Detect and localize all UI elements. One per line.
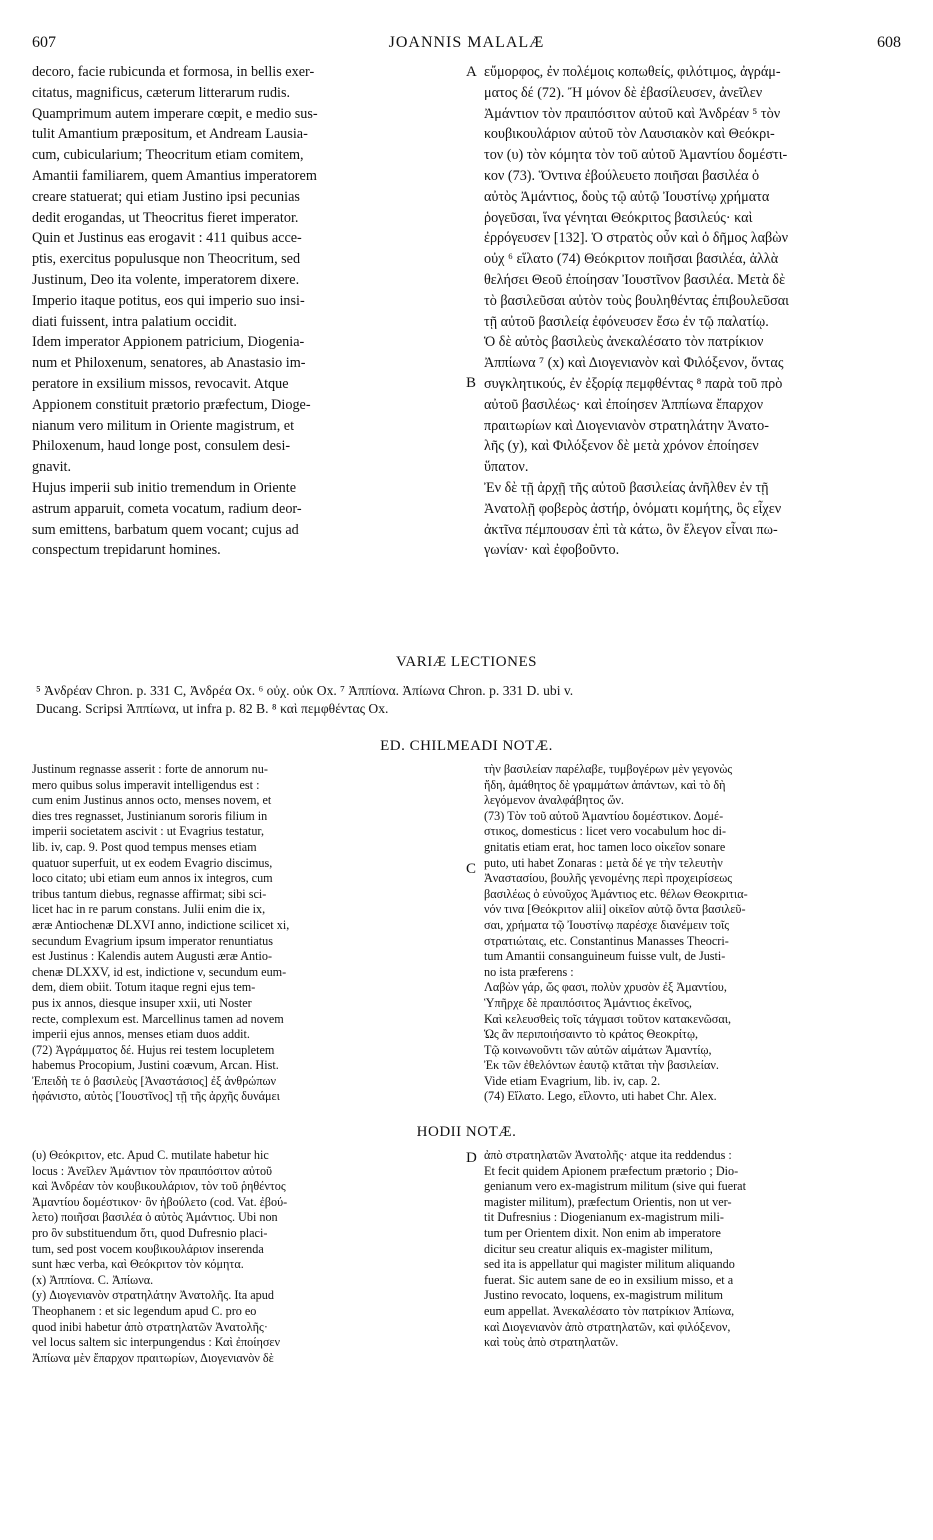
chilmead-note-left-line: dem, diem obiit. Totum itaque regni ejus tem- [32, 980, 256, 995]
greek-text-line: κουβικουλάριον αὐτοῦ τὸν Λαυσιακὸν καὶ Θεόκρι- [484, 126, 775, 143]
latin-text-line: Hujus imperii sub initio tremendum in Oriente [32, 479, 297, 496]
chilmead-note-right-line: no ista præferens : [484, 964, 574, 979]
chilmead-note-right-line: ἤδη, ἀμάθητος δὲ γραμμάτων ἁπάντων, καὶ τὸ δὴ [484, 777, 726, 792]
chilmead-note-right-line: στικος, domesticus : licet vero vocabulum hoc di- [484, 824, 727, 839]
latin-text-line: decoro, facie rubicunda et formosa, in bellis exer- [32, 64, 315, 80]
latin-text-line: creare statuerat; qui etiam Justino ipsi pecunias [32, 188, 300, 205]
chilmead-note-right-line: (74) Εἵλατο. Lego, εἵλοντο, uti habet Chr. Alex. [484, 1089, 717, 1104]
latin-text-line: ptis, exercitus populusque non Theocritum, sed [32, 251, 301, 268]
hodii-note-right-line: καὶ τοὺς ἀπὸ στρατηλατῶν. [484, 1335, 619, 1350]
hodii-note-left-line: (υ) Θεόκριτον, etc. Apud C. mutilate habetur hic [32, 1148, 269, 1162]
chilmead-note-right-line: Καὶ κελευσθεὶς τοῖς τάγμασι τοῦτον κατακενῶσαι, [484, 1011, 732, 1026]
chilmead-note-left-line: tribus tantum diebus, regnasse affirmat; sibi sci- [32, 886, 267, 901]
chilmead-note-right-line: λεγόμενον ἀναλφάβητος ὤν. [484, 793, 624, 808]
latin-text-line: Idem imperator Appionem patricium, Diogenia- [32, 334, 305, 351]
greek-text-line: ἀκτῖνα πέμπουσαν ἐπὶ τὰ κάτω, ὃν ἔλεγον εἶναι πω- [484, 521, 778, 538]
greek-text-line: αὐτοῦ βασιλέως· καὶ ἐποίησεν Ἀππίωνα ἔπαρχον [484, 396, 764, 413]
latin-text-line: Quamprimum autem imperare cœpit, e medio sus- [32, 105, 318, 122]
greek-text-line: ματος δέ (72). Ἤ μόνον δὲ ἐβασίλευσεν, ἀνεῖλεν [484, 84, 763, 101]
hodii-note-right-line: sed ita is appellatur qui magister militum aliquando [484, 1257, 735, 1272]
margin-mark-d: D [466, 1150, 477, 1166]
hodii-note-left-line: pro ὃν substituendum ὅτι, quod Dufresnio placi- [32, 1225, 268, 1240]
greek-text-line: τὸ βασιλεῦσαι αὐτὸν τοὺς βουληθέντας ἐπιβουλεῦσαι [484, 292, 789, 309]
greek-text-line: ῥογεῦσαι, ἵνα γένηται Θεόκριτος βασιλεύς· καὶ [484, 209, 753, 226]
greek-text-line: Ἀππίωνα ⁷ (x) καὶ Διογενιανὸν καὶ Φιλόξενον, ὄντας [484, 355, 784, 372]
hodii-note-left-line: καὶ Ἀνδρέαν τὸν κουβικουλάριον, τὸν τοῦ ῥηθέντος [32, 1179, 286, 1194]
greek-text-line: λῆς (y), καὶ Φιλόξενον δὲ μετὰ χρόνον ἐποίησεν [484, 438, 759, 455]
variae-lectiones-heading: VARIÆ LECTIONES [396, 654, 537, 670]
greek-text-line: ὕπατον. [484, 459, 529, 476]
variae-lectiones-text [36, 682, 916, 718]
latin-text-column [32, 62, 462, 561]
chilmead-note-left-line: quatuor superfuit, ut ex eodem Evagrio discimus, [32, 855, 273, 870]
hodii-note-left-line: λετο) ποιῆσαι βασιλέα ὁ αὐτὸς Ἀμάντιος. Ubi non [32, 1210, 278, 1225]
chilmead-note-left-line: æræ Antiochenæ DLXVI anno, indictione scilicet xi, [32, 917, 290, 932]
chilmead-note-right-line: Ὑπῆρχε δὲ πραιπόσιτος Ἀμάντιος ἐκεῖνος, [484, 995, 692, 1010]
chilmead-notes-right-column [484, 762, 902, 1105]
hodii-note-left-line: tum, sed post vocem κουβικουλάριον inserenda [32, 1241, 264, 1256]
chilmead-notes-left-column [32, 762, 462, 1105]
running-title: JOANNIS MALALÆ [388, 34, 545, 51]
chilmead-note-right-line: Vide etiam Evagrium, lib. iv, cap. 2. [484, 1073, 661, 1088]
greek-text-line: γωνίαν· καὶ ἐφοβοῦντο. [484, 542, 620, 559]
chilmead-note-left-line: ἠφάνιστο, αὐτὸς [Ἰουστῖνος] τῇ τῆς ἀρχῆς δυνάμει [32, 1089, 280, 1104]
latin-text-line: dedit erogandas, ut Theocritus fieret imperator. [32, 209, 299, 226]
hodii-note-right-line: Justino revocato, loquens, ex-magistrum militum [484, 1288, 723, 1303]
chilmead-note-right-line: Ἀναστασίου, βουλῆς γενομένης περὶ προχειρίσεως [484, 871, 733, 886]
latin-text-line: Imperio itaque potitus, eos qui imperio suo insi- [32, 292, 305, 309]
chilmead-note-left-line: imperii ejus annos, menses etiam duos addit. [32, 1027, 250, 1042]
chilmead-note-right-line: σαι, χρήματα τῷ Ἰουστίνῳ παρέσχε διανέμειν τοῖς [484, 917, 730, 932]
chilmead-note-left-line: pus ix annos, diesque insuper xxii, uti Noster [32, 995, 252, 1010]
hodii-note-left-line: locus : Ἀνεῖλεν Ἀμάντιον τὸν πραιπόσιτον αὐτοῦ [32, 1163, 273, 1178]
greek-text-line: Ἐν δὲ τῇ ἀρχῇ τῆς αὐτοῦ βασιλείας ἀνῆλθεν ἐν τῇ [484, 479, 769, 496]
margin-mark-c: C [466, 861, 477, 877]
chilmead-note-left-line: est Justinus : Kalendis autem Augusti æræ Antio- [32, 949, 273, 964]
greek-text-line: Ἀνατολῇ φοβερὸς ἀστήρ, ὀνόματι κομήτης, ὃς εἶχεν [484, 500, 782, 517]
chilmead-note-right-line: Τῷ κοινωνοῦντι τῶν αὐτῶν αἱμάτων Ἀμαντίῳ, [484, 1042, 712, 1057]
latin-text-line: tulit Amantium præpositum, et Andream Lausia- [32, 126, 308, 143]
latin-text-line: nianum vero militum in Oriente magistrum, et [32, 417, 295, 434]
chilmead-note-right-line: Λαβὼν γάρ, ὥς φασι, πολὺν χρυσὸν ἐξ Ἀμαντίου, [484, 980, 727, 995]
left-page-number: 607 [32, 34, 56, 51]
chilmead-note-left-line: licet hac in re parum constans. Julii enim die ix, [32, 902, 266, 917]
chilmead-notes-heading: ED. CHILMEADI NOTÆ. [380, 738, 553, 754]
hodii-note-left-line: Ἀμαντίου δομέστικον· ὃν ἠβούλετο (cod. Vat. ἐβού- [32, 1194, 288, 1209]
hodii-note-right-line: tit Dufresnius : Diogenianum ex-magistrum mili- [484, 1210, 724, 1225]
hodii-note-right-line: dicitur seu creatur aliquis ex-magister militum, [484, 1241, 713, 1256]
latin-text-line: Appionem constituit prætorio præfectum, Dioge- [32, 396, 311, 413]
latin-text-line: sum emittens, barbatum quem vocant; cujus ad [32, 521, 299, 538]
latin-text-line: diati fuissent, intra palatium occidit. [32, 313, 237, 330]
greek-text-line: πραιτωρίων καὶ Διογενιανὸν στρατηλάτην Ἀνατο- [484, 417, 769, 434]
hodii-note-right-line: tum per Orientem dixit. Non enim ab imperatore [484, 1225, 721, 1240]
chilmead-note-left-line: mero quibus solus imperavit intelligendus est : [32, 777, 260, 792]
chilmead-note-left-line: imperii societatem ascivit : ut Evagrius testatur, [32, 824, 265, 839]
chilmead-note-left-line: cum enim Justinus annos octo, menses novem, et [32, 793, 272, 808]
hodii-note-left-line: Theophanem : et sic legendum apud C. pro eo [32, 1303, 257, 1318]
hodii-note-right-line: καὶ Διογενιανὸν ἀπὸ στρατηλατῶν, καὶ φιλόξενον, [484, 1319, 731, 1334]
chilmead-note-left-line: chenæ DLXXV, id est, indictione v, secundum eum- [32, 964, 287, 979]
hodii-notes-heading: HODII NOTÆ. [416, 1124, 517, 1140]
hodii-note-right-line: ἀπὸ στρατηλατῶν Ἀνατολῆς· atque ita reddendus : [484, 1148, 732, 1162]
chilmead-note-right-line: tum Amantii consanguineum fuisse vult, de Justi- [484, 949, 726, 964]
chilmead-note-right-line: τὴν βασιλείαν παρέλαβε, τυμβογέρων μὲν γεγονὼς [484, 762, 733, 776]
latin-text-line: gnavit. [32, 459, 72, 476]
hodii-note-right-line: fuerat. Sic autem sane de eo in exsilium misso, et a [484, 1272, 734, 1287]
greek-text-line: τον (υ) τὸν κόμητα τὸν τοῦ αὐτοῦ Ἀμαντίου δομέστι- [484, 147, 788, 164]
chilmead-note-right-line: στρατιώταις, etc. Constantinus Manasses Theocri- [484, 933, 729, 948]
margin-mark-a: A [466, 64, 477, 80]
hodii-note-left-line: vel locus saltem sic interpungendus : Καὶ ἐποίησεν [32, 1335, 281, 1350]
variae-lectiones-line: Ducang. Scripsi Ἀππίωνα, ut infra p. 82 B. ⁸ καὶ πεμφθέντας Ox. [36, 701, 389, 716]
hodii-note-right-line: Et fecit quidem Apionem præfectum prætorio ; Dio- [484, 1163, 739, 1178]
hodii-note-right-line: magister militum), præfectum Orientis, non ut ver- [484, 1194, 732, 1209]
greek-text-line: τῇ αὐτοῦ βασιλείᾳ ἐφόνευσεν ἔσω ἐν τῷ παλατίῳ. [484, 313, 769, 330]
latin-text-line: Justinum, Deo ita volente, imperatorem dixere. [32, 271, 300, 288]
variae-lectiones-line: ⁵ Ἀνδρέαν Chron. p. 331 C, Ἀνδρέα Ox. ⁶ οὐχ. οὐκ Ox. ⁷ Ἀππίονα. Ἀπίωνα Chron. p. 331 D. ubi v. [36, 683, 574, 698]
right-page-number: 608 [877, 34, 901, 51]
running-head [32, 34, 901, 54]
latin-text-line: conspectum trepidarunt homines. [32, 542, 221, 559]
chilmead-note-left-line: Ἐπειδὴ τε ὁ βασιλεὺς [Ἀναστάσιος] ἐξ ἀνθρώπων [32, 1073, 277, 1088]
greek-text-line: συγκλητικούς, ἐν ἐξορίᾳ πεμφθέντας ⁸ παρὰ τοῦ πρὸ [484, 375, 783, 392]
chilmead-note-left-line: recte, complexum est. Marcellinus tamen ad novem [32, 1011, 284, 1026]
chilmead-note-left-line: habemus Procopium, Justini coævum, Arcan. Hist. [32, 1058, 279, 1073]
greek-text-line: αὐτὸς Ἀμάντιος, δοὺς τῷ αὐτῷ Ἰουστίνῳ χρήματα [484, 188, 770, 205]
hodii-note-right-line: eum appellat. Ἀνεκαλέσατο τὸν πατρίκιον Ἀπίωνα, [484, 1303, 735, 1318]
greek-text-column [484, 62, 902, 561]
latin-text-line: Amantii familiarem, quem Amantius imperatorem [32, 167, 317, 184]
chilmead-note-right-line: gnitatis etiam erat, hoc tamen loco οἰκεῖον sonare [484, 839, 726, 854]
greek-text-line: Ἀμάντιον τὸν πραιπόσιτον αὐτοῦ καὶ Ἀνδρέαν ⁵ τὸν [484, 105, 781, 122]
chilmead-note-right-line: Ὡς ἂν περιποιήσαιντο τὸ κράτος Θεοκρίτῳ, [484, 1027, 699, 1042]
hodii-note-left-line: Ἀπίωνα μὲν ἔπαρχον πραιτωρίων, Διογενιανὸν δὲ [32, 1350, 274, 1365]
latin-text-line: citatus, magnificus, cæterum litterarum rudis. [32, 84, 291, 101]
chilmead-note-right-line: βασιλέως ὁ εὐνοῦχος Ἀμάντιος etc. θέλων Θεοκριτια- [484, 886, 748, 901]
latin-text-line: Quin et Justinus eas erogavit : 411 quibus acce- [32, 230, 302, 247]
hodii-notes-right-column [484, 1148, 902, 1351]
greek-text-line: οὐχ ⁶ εἵλατο (74) Θεόκριτον ποιῆσαι βασιλέα, ἀλλὰ [484, 251, 779, 268]
latin-text-line: astrum apparuit, cometa vocatum, radium deor- [32, 500, 302, 517]
margin-mark-b: B [466, 375, 477, 391]
hodii-note-left-line: sunt hæc verba, καὶ Θεόκριτον τὸν κόμητα. [32, 1257, 244, 1272]
greek-text-line: θελήσει Θεοῦ ἐποίησαν Ἰουστῖνον βασιλέα. Μετὰ δὲ [484, 271, 786, 288]
chilmead-note-left-line: lib. iv, cap. 9. Post quod tempus menses etiam [32, 839, 257, 854]
chilmead-note-left-line: dies tres regnasset, Justinianum sororis filium in [32, 808, 268, 823]
hodii-note-right-line: genianum vero ex-magistrum militum (sive qui fuerat [484, 1179, 746, 1194]
greek-text-line: ἐρρόγευσεν [132]. Ὁ στρατὸς οὖν καὶ ὁ δῆμος λαβὼν [484, 230, 788, 247]
greek-text-line: κον (73). Ὅντινα ἐβούλευετο ποιῆσαι βασιλέα ὁ [484, 167, 760, 184]
chilmead-note-right-line: (73) Τὸν τοῦ αὐτοῦ Ἀμαντίου δομέστικον. Δομέ- [484, 808, 724, 823]
latin-text-line: num et Philoxenum, senatores, ab Anastasio im- [32, 355, 306, 372]
chilmead-note-right-line: puto, uti habet Zonaras : μετὰ δέ γε τὴν τελευτὴν [484, 855, 723, 870]
chilmead-note-right-line: Ἐκ τῶν ἐθελόντων ἑαυτῷ κτᾶται τὴν βασιλείαν. [484, 1058, 719, 1073]
hodii-note-left-line: quod inibi habetur ἀπὸ στρατηλατῶν Ἀνατολῆς· [32, 1319, 268, 1334]
hodii-note-left-line: (x) Ἀππίονα. C. Ἀπίωνα. [32, 1272, 154, 1287]
chilmead-note-left-line: (72) Ἀγράμματος δέ. Hujus rei testem locupletem [32, 1042, 275, 1057]
chilmead-note-left-line: loco citato; ubi etiam eum annos ix integros, cum [32, 871, 273, 886]
chilmead-note-left-line: Justinum regnasse asserit : forte de annorum nu- [32, 762, 268, 776]
latin-text-line: Philoxenum, haud longe post, consulem desi- [32, 438, 291, 455]
hodii-note-left-line: (y) Διογενιανὸν στρατηλάτην Ἀνατολῆς. Ita apud [32, 1288, 274, 1303]
hodii-notes-left-column [32, 1148, 462, 1366]
latin-text-line: peratore in exsilium missos, revocavit. Atque [32, 375, 289, 392]
latin-text-line: cum, cubicularium; Theocritum etiam comitem, [32, 147, 304, 164]
chilmead-note-right-line: νόν τινα [Θεόκριτον alii] οἰκεῖον αὐτῷ ὄντα βασιλεῦ- [484, 902, 746, 917]
chilmead-note-left-line: secundum Evagrium ipsum imperator renuntiatus [32, 933, 273, 948]
greek-text-line: εὔμορφος, ἐν πολέμοις κοπωθείς, φιλότιμος, ἀγράμ- [484, 64, 781, 80]
greek-text-line: Ὁ δὲ αὐτὸς βασιλεὺς ἀνεκαλέσατο τὸν πατρίκιον [484, 334, 764, 351]
